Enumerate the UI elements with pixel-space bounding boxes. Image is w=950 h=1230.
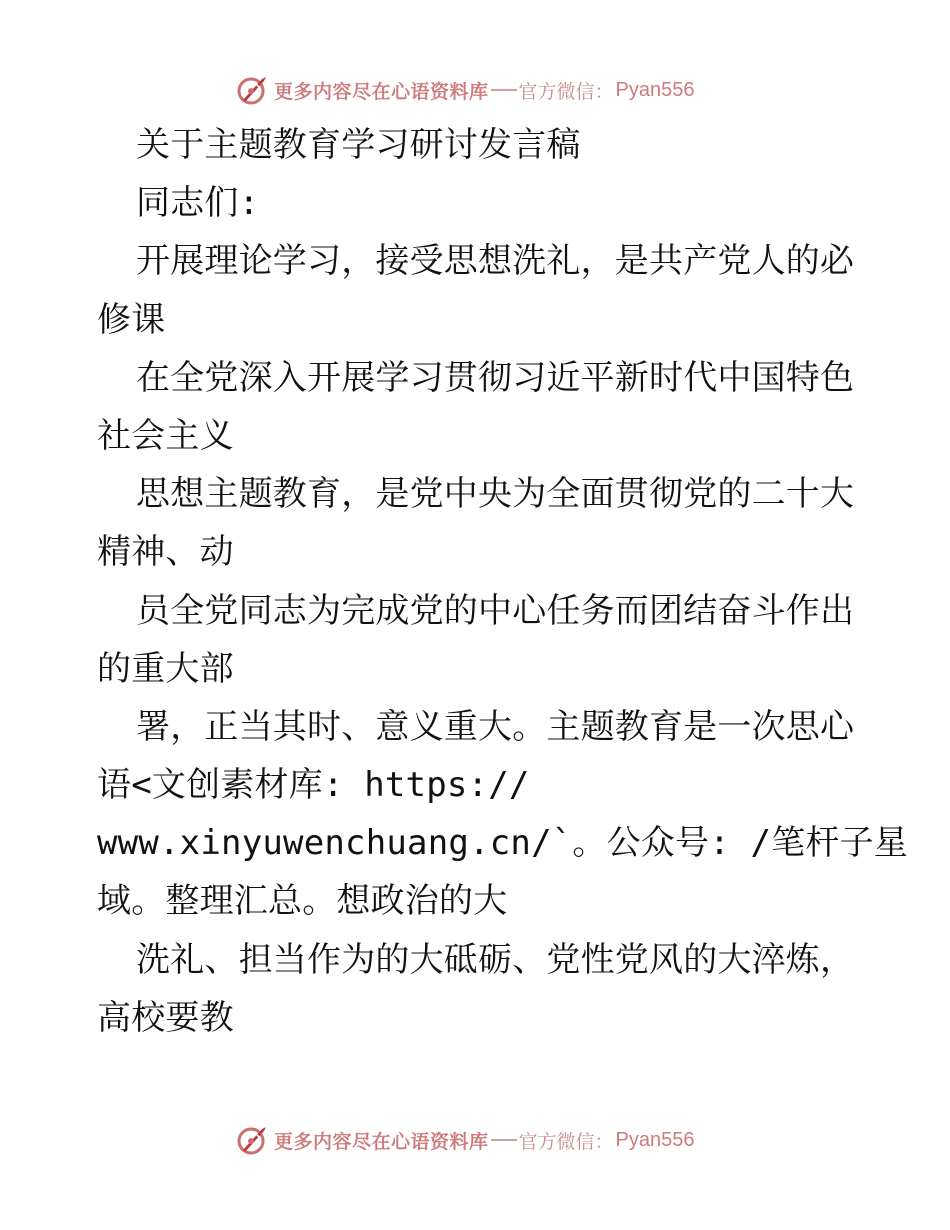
- footer-watermark-banner: [236, 1122, 695, 1158]
- text-line: 思想主题教育，是党中央为全面贯彻党的二十大: [136, 474, 855, 515]
- text-line: 的重大部: [97, 648, 234, 689]
- header-watermark-banner: [236, 72, 695, 108]
- text-line: 署，正当其时、意义重大。主题教育是一次思心: [136, 706, 855, 747]
- text-line: 域。整理汇总。想政治的大: [97, 881, 508, 922]
- text-line: 语<文创素材库: https://: [97, 765, 530, 806]
- banner-dash: [491, 89, 517, 91]
- banner-site-text: 更多内容尽在心语资料库: [274, 1130, 489, 1153]
- text-line: 在全党深入开展学习贯彻习近平新时代中国特色: [136, 357, 855, 398]
- text-line: 员全党同志为完成党的中心任务而团结奋斗作出: [136, 590, 855, 631]
- text-line: 关于主题教育学习研讨发言稿: [136, 125, 581, 165]
- text-line: 精神、动: [97, 532, 234, 573]
- banner-wechat-handle: Pyan556: [615, 1128, 695, 1151]
- text-line: 社会主义: [97, 415, 234, 456]
- text-line: 开展理论学习，接受思想洗礼，是共产党人的必: [136, 241, 855, 282]
- text-line: www.xinyuwenchuang.cn/`。公众号: /笔杆子星: [97, 823, 909, 864]
- text-line: 高校要教: [97, 997, 234, 1038]
- banner-wechat-label: 官方微信：: [518, 80, 614, 103]
- banner-wechat-handle: Pyan556: [615, 78, 695, 101]
- banner-site-text: 更多内容尽在心语资料库: [274, 80, 489, 103]
- document-body: [97, 116, 909, 1047]
- text-line: 同志们:: [136, 183, 260, 224]
- quill-pen-circle-icon: [236, 73, 270, 107]
- banner-wechat-label: 官方微信：: [518, 1130, 614, 1153]
- banner-dash: [491, 1139, 517, 1141]
- quill-pen-circle-icon: [236, 1123, 270, 1157]
- text-line: 修课: [97, 299, 166, 340]
- text-line: 洗礼、担当作为的大砥砺、党性党风的大淬炼，: [136, 939, 855, 980]
